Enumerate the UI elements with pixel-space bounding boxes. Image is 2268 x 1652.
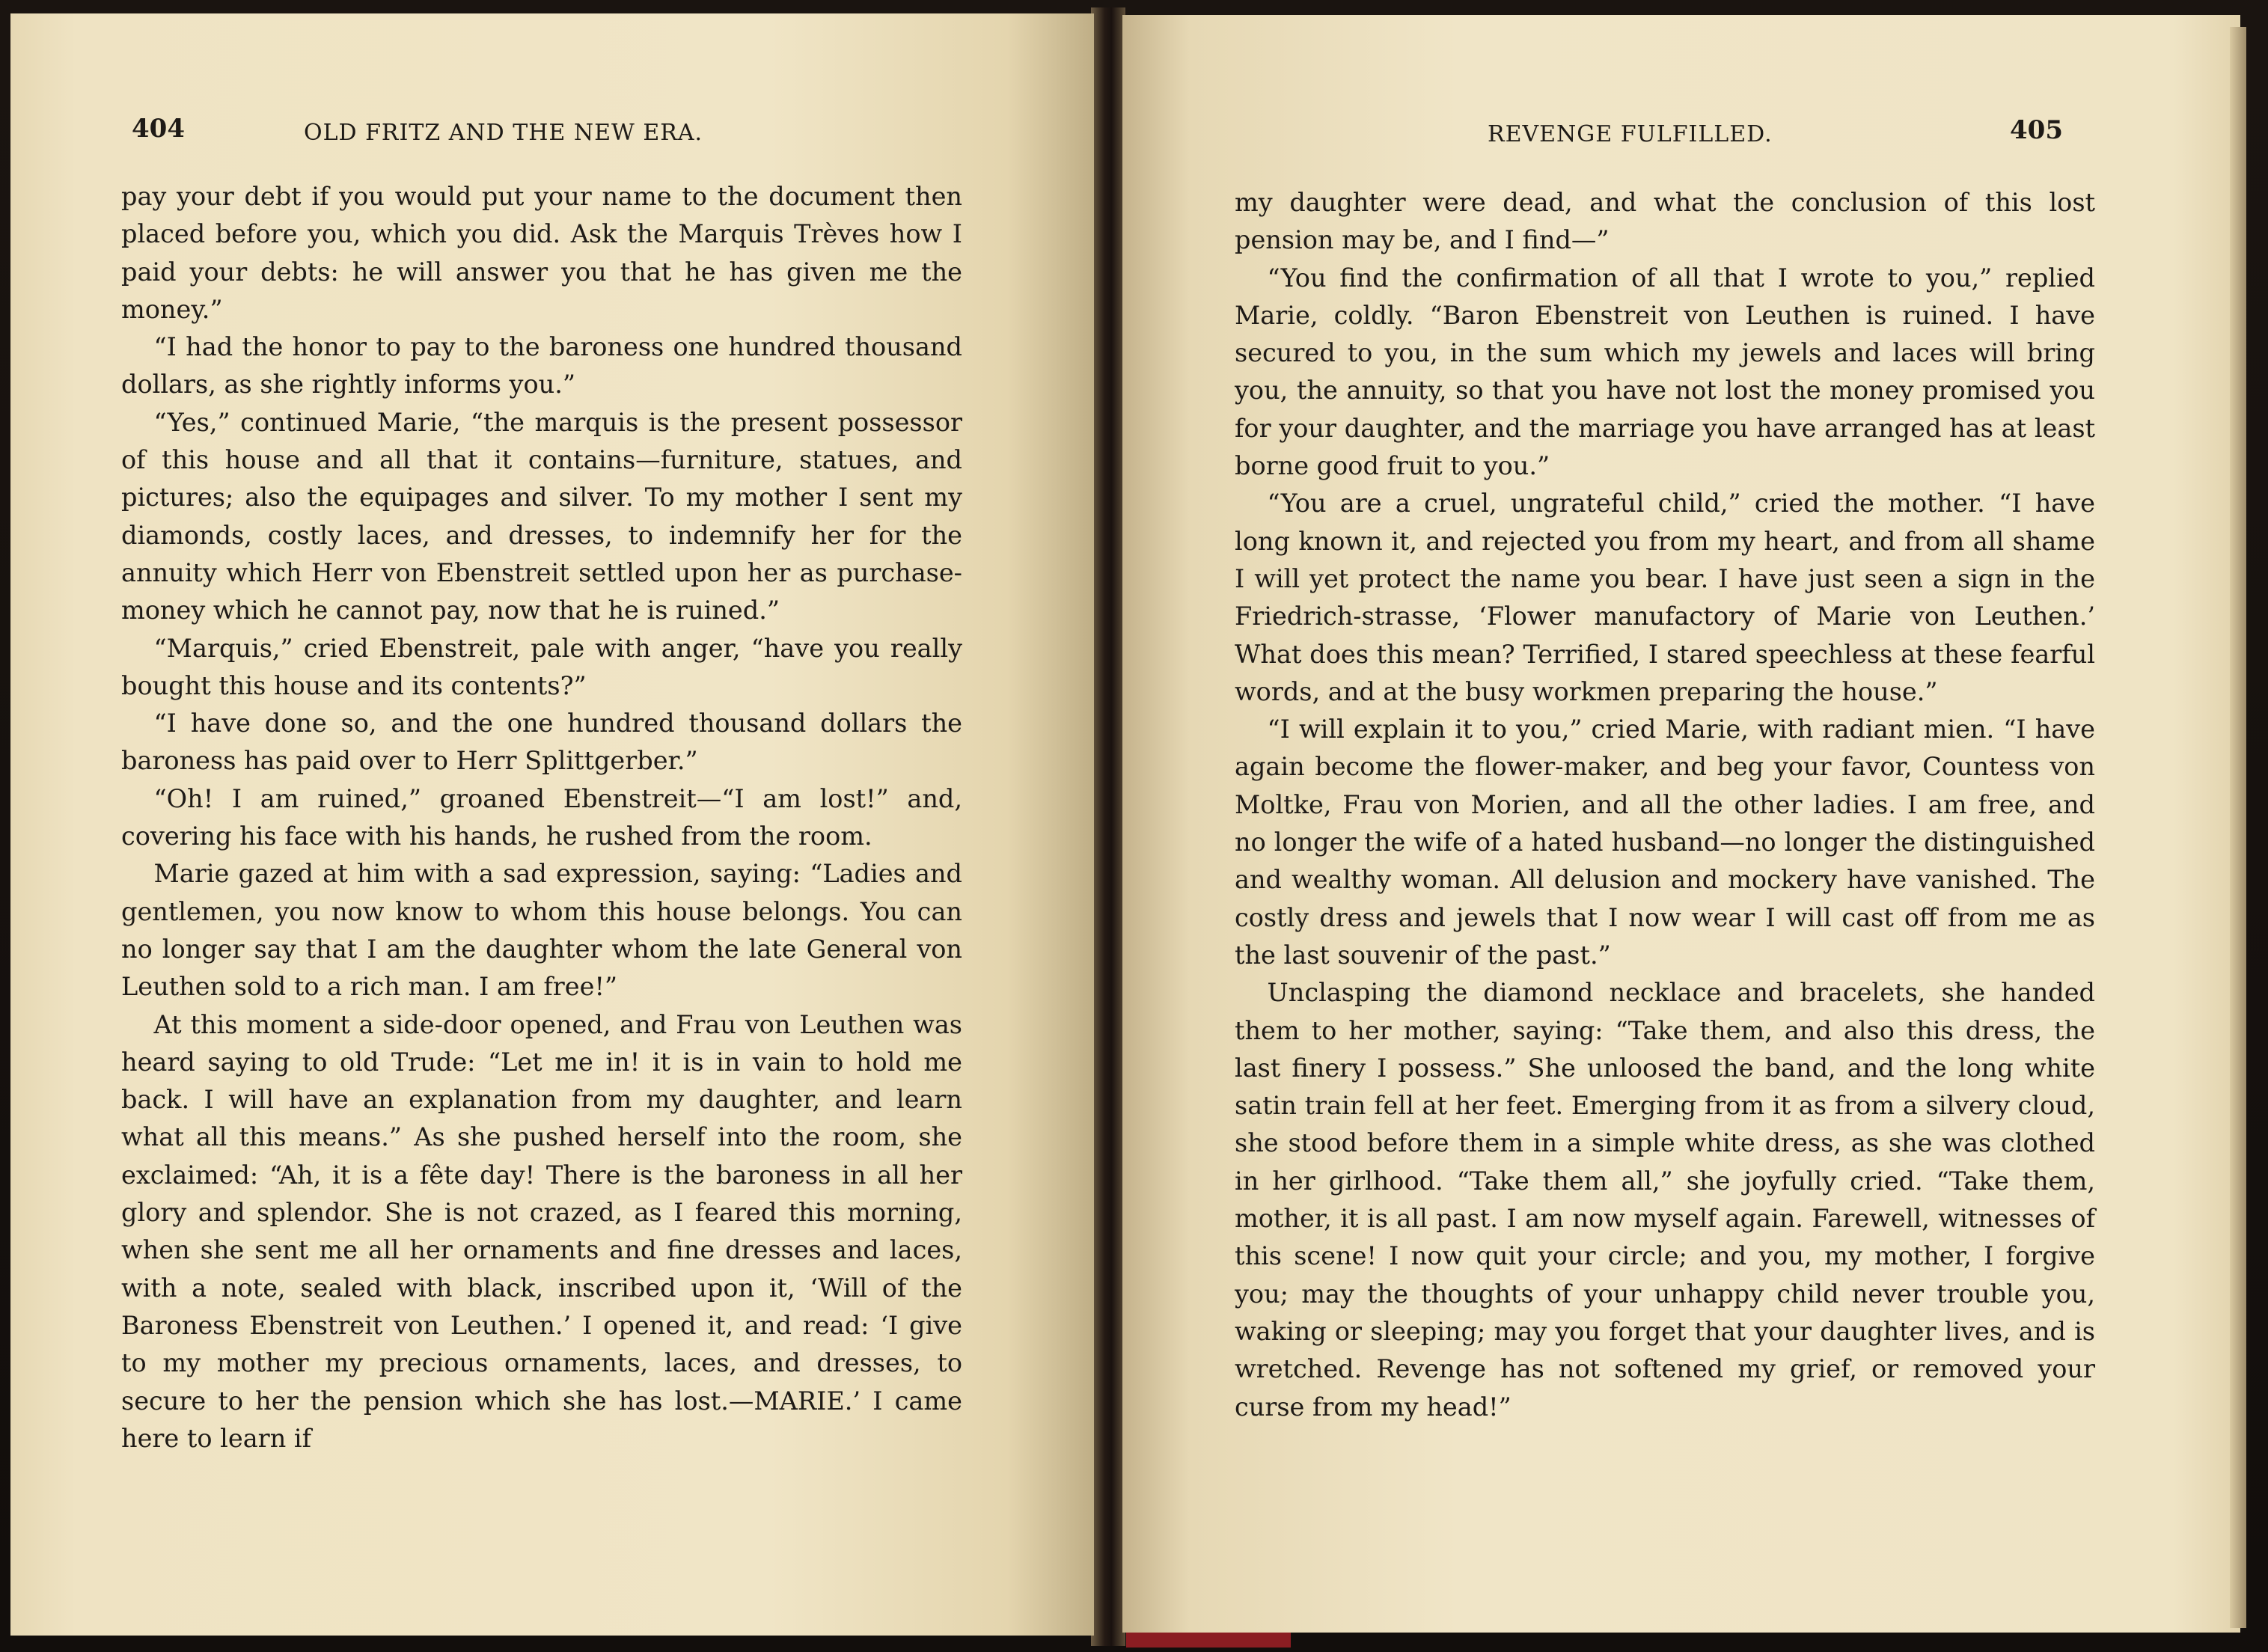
right-running-head: REVENGE FULFILLED. — [1488, 121, 1773, 147]
right-page-number: 405 — [2010, 115, 2063, 145]
right-page — [1122, 15, 2240, 1633]
paragraph: At this moment a side-door opened, and Frau von Leuthen was heard saying to old Trude: “Let me in! it is in vain to hold me back. I will have an explanation from my daughter, and learn what all this means.” As she pushed herself into the room, she exclaimed: “Ah, it is a fête day! There is the baroness in all her glory and splendor. She is not crazed, as I feared this morning, when she sent me all her ornaments and fine dresses and laces, with a note, sealed with black, inscribed upon it, ‘Will of the Baroness Ebenstreit von Leuthen.’ I opened it, and read: ‘I give to my mother my precious ornaments, laces, and dresses, to secure to her the pension which she has lost.—MARIE.’ I came here to learn if — [121, 1009, 962, 1453]
left-page — [10, 13, 1094, 1636]
paragraph: Unclasping the diamond necklace and bracelets, she handed them to her mother, saying: “Take them, and also this dress, the last finery I possess.” She unloosed the band, and the long white satin train fell at her feet. Emerging from it as from a silvery cloud, she stood before them in a simple white dress, as she was clothed in her girlhood. “Take them all,” she joyfully cried. “Take them, mother, it is all past. I am now myself again. Farewell, witnesses of this scene! I now quit your circle; and you, my mother, I forgive you; may the thoughts of your unhappy child never trouble you, waking or sleeping; may you forget that your daughter lives, and is wretched. Revenge has not softened my grief, or removed your curse from my head!” — [1235, 978, 2095, 1422]
right-page-body — [1235, 184, 2095, 1426]
paragraph: “You find the confirmation of all that I wrote to you,” replied Marie, coldly. “Baron Ebenstreit von Leuthen is ruined. I have secured to you, in the sum which my jewels and laces will bring you, the annuity, so that you have not lost the money promised you for your daughter, and the marriage you have arranged has at least borne good fruit to you.” — [1235, 263, 2095, 481]
paragraph: “Oh! I am ruined,” groaned Ebenstreit—“I am lost!” and, covering his face with his hands, he rushed from the room. — [121, 783, 962, 851]
left-page-body — [121, 178, 962, 1457]
paragraph: “I have done so, and the one hundred thousand dollars the baroness has paid over to Herr Splittgerber.” — [121, 709, 962, 776]
paragraph: “I will explain it to you,” cried Marie, with radiant mien. “I have again become the flower-maker, and beg your favor, Countess von Moltke, Frau von Morien, and all the other ladies. I am free, and no longer the wife of a hated husband—no longer the distinguished and wealthy woman. All delusion and mockery have vanished. The costly dress and jewels that I now wear I will cast off from me as the last souvenir of the past.” — [1235, 715, 2095, 970]
paragraph: “Yes,” continued Marie, “the marquis is the present possessor of this house and all that it contains—furniture, statues, and pictures; also the equipages and silver. To my mother I sent my diamonds, costly laces, and dresses, to indemnify her for the annuity which Herr von Ebenstreit settled upon her as purchase-money which he cannot pay, now that he is ruined.” — [121, 407, 962, 625]
paragraph: Marie gazed at him with a sad expression, saying: “Ladies and gentlemen, you now know to whom this house belongs. You can no longer say that I am the daughter whom the late General von Leuthen sold to a rich man. I am free!” — [121, 859, 962, 1002]
paragraph: pay your debt if you would put your name to the document then placed before you, which you did. Ask the Marquis Trèves how I paid your debts: he will answer you that he has given me the money.” — [121, 182, 962, 324]
page-edges — [2230, 27, 2246, 1628]
left-running-head: OLD FRITZ AND THE NEW ERA. — [304, 120, 703, 146]
paragraph: my daughter were dead, and what the conclusion of this lost pension may be, and I find—” — [1235, 188, 2095, 255]
book-gutter — [1091, 7, 1125, 1646]
left-page-number: 404 — [132, 114, 185, 144]
paragraph: “You are a cruel, ungrateful child,” cried the mother. “I have long known it, and rejected you from my heart, and from all shame I will yet protect the name you bear. I have just seen a sign in the Friedrich-strasse, ‘Flower manufactory of Marie von Leuthen.’ What does this mean? Terrified, I stared speechless at these fearful words, and at the busy workmen preparing the house.” — [1235, 489, 2095, 706]
paragraph: “I had the honor to pay to the baroness one hundred thousand dollars, as she rightly informs you.” — [121, 332, 962, 400]
paragraph: “Marquis,” cried Ebenstreit, pale with anger, “have you really bought this house and its contents?” — [121, 633, 962, 700]
